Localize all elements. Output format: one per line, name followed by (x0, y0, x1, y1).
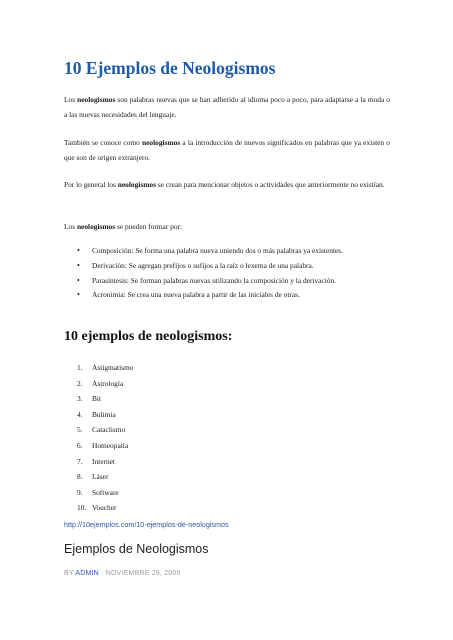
formation-keyword: neologismos (76, 222, 116, 231)
meaning-lead: También se conoce como (64, 138, 143, 147)
example-number: 2. (77, 378, 83, 388)
example-text: Láser (92, 472, 109, 482)
examples-heading: 10 ejemplos de neologismos: (64, 329, 233, 344)
example-item (64, 500, 133, 516)
byline-by: BY (64, 570, 76, 577)
example-item (64, 422, 133, 438)
formation-list (64, 244, 394, 303)
meaning-rest: a la introducción de nuevos significados en palabras que ya existen o que son de origen extranjero. (64, 138, 390, 162)
formation-item-derivacion: • Derivación: Se agregan prefijos o sufijos a la raíz o lexema de una palabra. (64, 259, 394, 274)
intro-lead: Los (64, 95, 78, 104)
example-number: 3. (77, 394, 83, 404)
meaning-paragraph (64, 136, 390, 165)
example-number: 5. (77, 425, 83, 435)
example-item (64, 376, 133, 392)
document-title: 10 Ejemplos de Neologismos (64, 58, 276, 78)
example-text: Cataclismo (92, 425, 126, 435)
byline-date: · NOVIEMBRE 29, 2009 (98, 570, 181, 577)
intro-keyword: neologismos (77, 95, 116, 104)
formation-intro (64, 220, 390, 235)
author-link[interactable]: ADMIN (75, 570, 99, 577)
example-item (64, 454, 133, 470)
source-link[interactable]: http://10ejemplos.com/10-ejemplos-de-neologismos (64, 520, 229, 529)
purpose-paragraph (64, 178, 390, 193)
byline (64, 570, 181, 577)
example-text: Voucher (92, 503, 117, 513)
example-text: Internet (92, 456, 115, 466)
formation-item-acronimia: • Acronimia: Se crea una nueva palabra a partir de las iniciales de otras. (64, 288, 394, 303)
example-item (64, 438, 133, 454)
formation-rest: se pueden formar por: (115, 222, 183, 231)
example-text: Bulimia (92, 409, 116, 419)
example-number: 6. (77, 440, 83, 450)
intro-rest: son palabras nuevas que se han adherido al idioma poco a poco, para adaptarse a la moda o a las nuevas necesidades del lenguaje. (64, 95, 391, 119)
purpose-rest: se crean para mencionar objetos o actividades que anteriormente no existían. (155, 180, 385, 189)
intro-paragraph (64, 93, 390, 122)
example-item (64, 485, 133, 501)
formation-item-parasintesis: • Parasíntesis: Se forman palabras nuevas utilizando la composición y la derivación. (64, 274, 394, 289)
example-item (64, 469, 133, 485)
example-number: 8. (77, 472, 83, 482)
meaning-keyword: neologismos (142, 138, 181, 147)
example-number: 10. (77, 503, 87, 513)
purpose-lead: Por lo general los (64, 180, 118, 189)
example-text: Astrología (92, 378, 124, 388)
purpose-keyword: neologismos (117, 180, 156, 189)
example-number: 1. (77, 363, 83, 372)
formation-item-composicion: • Composición: Se forma una palabra nueva uniendo dos o más palabras ya existentes. (64, 244, 394, 259)
footer-title: Ejemplos de Neologismos (64, 542, 209, 556)
examples-list (64, 360, 133, 516)
example-item (64, 360, 133, 376)
example-item (64, 391, 133, 407)
example-number: 9. (77, 487, 83, 497)
example-text: Software (92, 487, 119, 497)
example-item (64, 407, 133, 423)
formation-lead: Los (64, 222, 77, 231)
example-text: Homeopatía (92, 440, 129, 450)
example-number: 4. (77, 409, 83, 419)
example-number: 7. (77, 456, 83, 466)
example-text: Bit (92, 394, 102, 404)
example-text: Astigmatismo (92, 363, 134, 372)
